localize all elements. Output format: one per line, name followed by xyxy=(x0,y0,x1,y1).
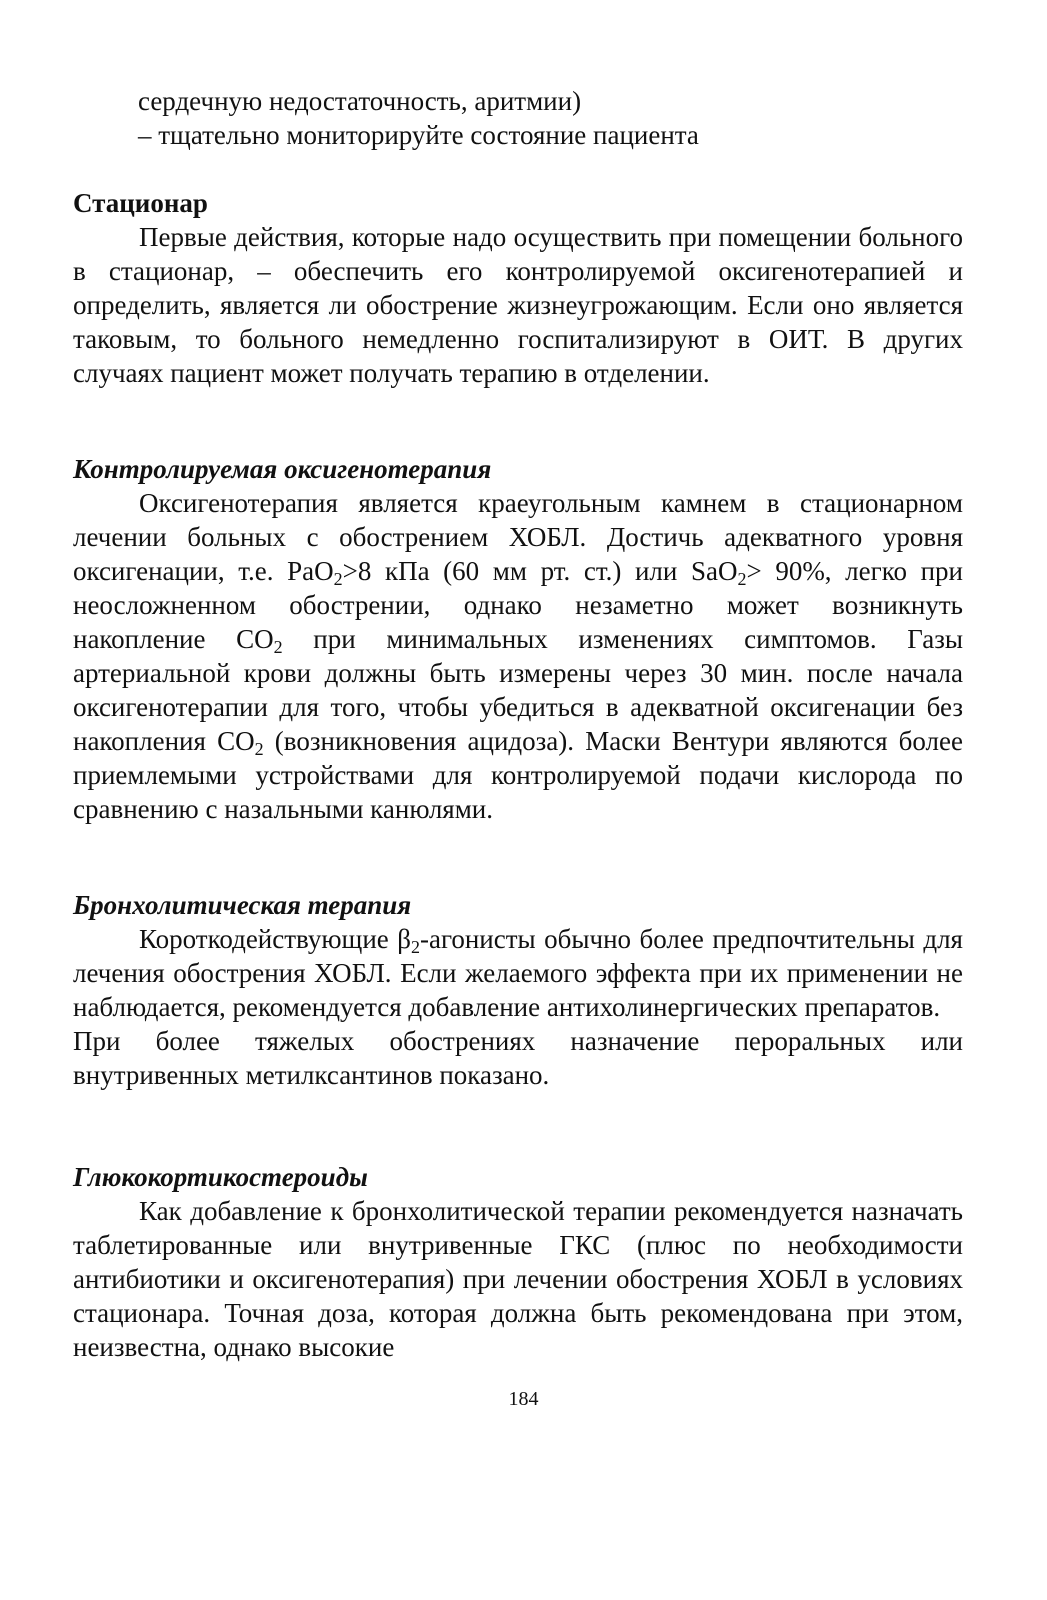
subscript: 2 xyxy=(273,637,283,657)
intro-continuation xyxy=(138,84,938,152)
paragraph-bronchodilator-1 xyxy=(73,922,963,1024)
text-run: -агонисты обычно более предпочтительны для лечения обострения ХОБЛ. Если желаемого эффекта при их применении не наблюдается, рекомендуется добавление антихолинергических препаратов. xyxy=(73,924,963,1022)
subscript: 2 xyxy=(737,569,747,589)
text-run: > 90%, легко при неосложненном обострении, однако незаметно может возникнуть накопление CO xyxy=(73,556,963,654)
section-title-glucocorticoids: Глюкокортикостероиды xyxy=(73,1162,368,1192)
section-bronchodilator xyxy=(73,888,963,1092)
page-number: 184 xyxy=(508,1388,539,1410)
text-run: >8 кПа (60 мм рт. ст.) или SaO xyxy=(342,556,738,586)
paragraph-hospital: Первые действия, которые надо осуществить при помещении больного в стационар, – обеспечить его контролируемой оксигенотерапией и определить, является ли обострение жизнеугрожающим. Если оно является таковым, то больного немедленно госпитализируют в ОИТ. В других случаях пациент может получать терапию в отделении. xyxy=(73,222,963,388)
text-run: Оксигенотерапия является краеугольным камнем в стационарном лечении больных с обострением ХОБЛ. Достичь адекватного уровня оксигенации, т.е. PaO xyxy=(73,488,963,586)
text-run: (возникновения ацидоза). Маски Вентури являются более приемлемыми устройствами для контролируемой подачи кислорода по сравнению с назальными канюлями. xyxy=(73,726,963,824)
subscript: 2 xyxy=(254,739,264,759)
intro-line-2: – тщательно мониторируйте состояние пациента xyxy=(138,120,699,150)
section-hospital xyxy=(73,186,963,390)
section-title-hospital: Стационар xyxy=(73,188,208,218)
text-run: Короткодействующие β xyxy=(139,924,411,954)
subscript: 2 xyxy=(410,937,420,957)
intro-line-1: сердечную недостаточность, аритмии) xyxy=(138,86,582,116)
section-title-oxygen-therapy: Контролируемая оксигенотерапия xyxy=(73,454,492,484)
text-run: при минимальных изменениях симптомов. Газы артериальной крови должны быть измерены через 30 мин. после начала оксигенотерапии для того, чтобы убедиться в адекватной оксигенации без накопления CO xyxy=(73,624,964,756)
paragraph-oxygen-therapy xyxy=(73,486,963,826)
paragraph-bronchodilator-2: При более тяжелых обострениях назначение пероральных или внутривенных метилксантинов показано. xyxy=(73,1026,963,1090)
section-glucocorticoids xyxy=(73,1160,963,1364)
paragraph-glucocorticoids: Как добавление к бронхолитической терапии рекомендуется назначать таблетированные или внутривенные ГКС (плюс по необходимости антибиотики и оксигенотерапия) при лечении обострения ХОБЛ в условиях стационара. Точная доза, которая должна быть рекомендована при этом, неизвестна, однако высокие xyxy=(73,1196,963,1362)
subscript: 2 xyxy=(333,569,343,589)
section-oxygen-therapy xyxy=(73,452,963,826)
section-title-bronchodilator: Бронхолитическая терапия xyxy=(73,890,412,920)
